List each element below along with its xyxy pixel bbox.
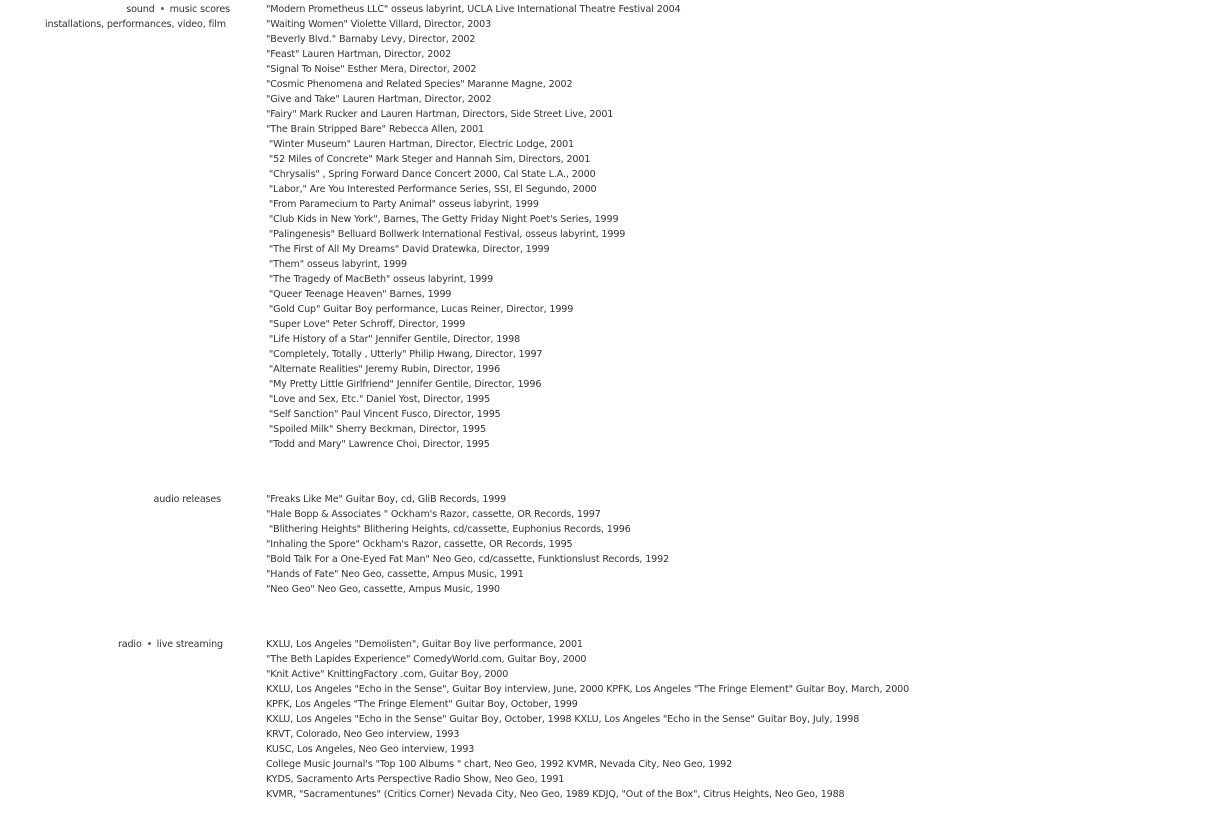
list-item: "Completely, Totally , Utterly" Philip Hwang, Director, 1997 [266,349,543,360]
list-item: "Palingenesis" Belluard Bollwerk International Festival, osseus labyrint, 1999 [266,229,626,240]
list-item: "Bold Talk For a One-Eyed Fat Man" Neo Geo, cd/cassette, Funktionslust Records, 1992 [266,554,670,565]
list-item: "Waiting Women" Violette Villard, Director, 2003 [266,19,492,30]
list-item: KXLU, Los Angeles "Demolisten", Guitar Boy live performance, 2001 [266,639,583,650]
list-item: KUSC, Los Angeles, Neo Geo interview, 1993 [266,744,475,755]
list-item: "From Paramecium to Party Animal" osseus labyrint, 1999 [266,199,539,210]
list-item: "Fairy" Mark Rucker and Lauren Hartman, Directors, Side Street Live, 2001 [266,109,614,120]
list-item: "The Beth Lapides Experience" ComedyWorld.com, Guitar Boy, 2000 [266,654,587,665]
list-item: "Chrysalis" , Spring Forward Dance Concert 2000, Cal State L.A., 2000 [266,169,596,180]
item-list-radio [266,637,909,802]
list-item: KPFK, Los Angeles "The Fringe Element" Guitar Boy, October, 1999 [266,699,578,710]
item-list-sound [266,2,681,452]
list-item: "52 Miles of Concrete" Mark Steger and Hannah Sim, Directors, 2001 [266,154,591,165]
list-item: "Signal To Noise" Esther Mera, Director, 2002 [266,64,477,75]
list-item: "Modern Prometheus LLC" osseus labyrint, UCLA Live International Theatre Festival 2004 [266,4,681,15]
list-item: "My Pretty Little Girlfriend" Jennifer Gentile, Director, 1996 [266,379,542,390]
list-item: "Self Sanction" Paul Vincent Fusco, Director, 1995 [266,409,501,420]
list-item: "Winter Museum" Lauren Hartman, Director, Electric Lodge, 2001 [266,139,574,150]
list-item: KVMR, "Sacramentunes" (Critics Corner) Nevada City, Neo Geo, 1989 KDJQ, "Out of the Box", Citrus Heights, Neo Geo, 1988 [266,789,845,800]
item-list-audio [266,492,669,597]
list-item: "Freaks Like Me" Guitar Boy, cd, GliB Records, 1999 [266,494,507,505]
list-item: "Club Kids in New York", Barnes, The Getty Friday Night Poet's Series, 1999 [266,214,619,225]
list-item: "Hands of Fate" Neo Geo, cassette, Ampus Music, 1991 [266,569,524,580]
list-item: "Life History of a Star" Jennifer Gentile, Director, 1998 [266,334,521,345]
section-label-sound [45,2,230,32]
bullet-dot-icon [148,642,151,645]
list-item: "Feast" Lauren Hartman, Director, 2002 [266,49,452,60]
label-sound: sound [126,4,155,15]
section-label-radio-line [118,637,223,652]
section-label-line-1 [45,2,230,17]
label-music-scores: music scores [169,4,230,15]
list-item: "Super Love" Peter Schroff, Director, 1999 [266,319,466,330]
list-item: "Blithering Heights" Blithering Heights, cd/cassette, Euphonius Records, 1996 [266,524,631,535]
list-item: KYDS, Sacramento Arts Perspective Radio Show, Neo Geo, 1991 [266,774,565,785]
label-live-streaming: live streaming [156,639,223,650]
list-item: KRVT, Colorado, Neo Geo interview, 1993 [266,729,460,740]
list-item: "Beverly Blvd." Barnaby Levy, Director, 2002 [266,34,476,45]
list-item: KXLU, Los Angeles "Echo in the Sense" Guitar Boy, October, 1998 KXLU, Los Angeles "Echo in the Sense" Guitar Boy, July, 1998 [266,714,860,725]
list-item: "Cosmic Phenomena and Related Species" Maranne Magne, 2002 [266,79,573,90]
list-item: "Give and Take" Lauren Hartman, Director, 2002 [266,94,492,105]
list-item: "Neo Geo" Neo Geo, cassette, Ampus Music, 1990 [266,584,500,595]
list-item: "Gold Cup" Guitar Boy performance, Lucas Reiner, Director, 1999 [266,304,574,315]
list-item: College Music Journal's "Top 100 Albums " chart, Neo Geo, 1992 KVMR, Nevada City, Neo Geo, 1992 [266,759,733,770]
list-item: "Love and Sex, Etc." Daniel Yost, Director, 1995 [266,394,491,405]
section-label-radio [118,637,223,652]
list-item: KXLU, Los Angeles "Echo in the Sense", Guitar Boy interview, June, 2000 KPFK, Los Angeles "The Fringe Element" Guitar Boy, March, 2000 [266,684,910,695]
section-label-line-2: installations, performances, video, film [45,19,226,30]
list-item: "Alternate Realities" Jeremy Rubin, Director, 1996 [266,364,501,375]
bullet-dot-icon [161,7,164,10]
list-item: "Hale Bopp & Associates " Ockham's Razor, cassette, OR Records, 1997 [266,509,601,520]
list-item: "Inhaling the Spore" Ockham's Razor, cassette, OR Records, 1995 [266,539,573,550]
list-item: "Todd and Mary" Lawrence Choi, Director, 1995 [266,439,490,450]
list-item: "Labor," Are You Interested Performance Series, SSI, El Segundo, 2000 [266,184,597,195]
section-label-audio [153,492,221,507]
list-item: "Spoiled Milk" Sherry Beckman, Director, 1995 [266,424,486,435]
list-item: "The Brain Stripped Bare" Rebecca Allen, 2001 [266,124,484,135]
label-radio: radio [117,639,142,650]
list-item: "The Tragedy of MacBeth" osseus labyrint, 1999 [266,274,494,285]
label-audio-releases: audio releases [153,494,221,505]
list-item: "Them" osseus labyrint, 1999 [266,259,407,270]
list-item: "Knit Active" KnittingFactory .com, Guitar Boy, 2000 [266,669,509,680]
list-item: "The First of All My Dreams" David Dratewka, Director, 1999 [266,244,550,255]
list-item: "Queer Teenage Heaven" Barnes, 1999 [266,289,452,300]
